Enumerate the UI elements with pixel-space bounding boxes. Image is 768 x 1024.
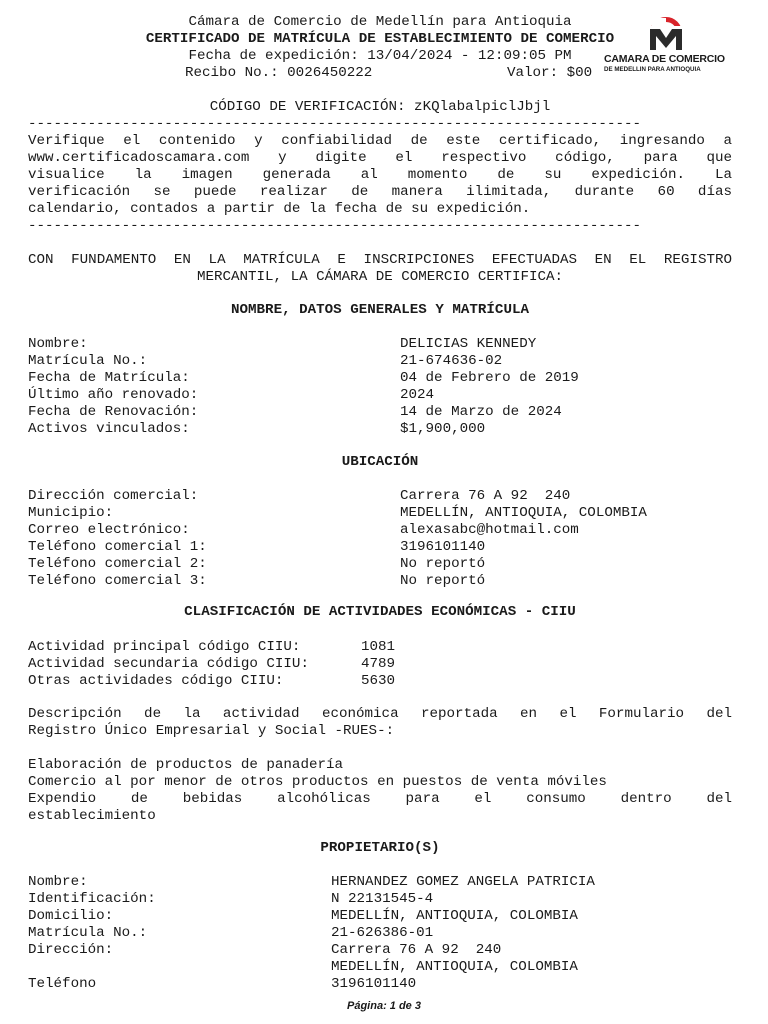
field-value: 2024: [400, 387, 435, 403]
foundation-line-1: CON FUNDAMENTO EN LA MATRÍCULA E INSCRIPCIONES EFECTUADAS EN EL REGISTRO: [28, 252, 732, 268]
divider-top: ------------------------------------------------------------------------: [28, 116, 641, 132]
activity-item-continued: establecimiento: [28, 808, 156, 824]
notice-line-1: Verifique el contenido y confiabilidad de este certificado, ingresando a: [28, 133, 732, 149]
notice-line-4: verificación se puede realizar de manera ilimitada, durante 60 días: [28, 184, 732, 200]
chamber-name: Cámara de Comercio de Medellín para Antioquia: [188, 14, 572, 30]
field-value: 4789: [361, 656, 396, 672]
field-value: 3196101140: [331, 976, 417, 992]
field-value: 04 de Febrero de 2019: [400, 370, 579, 386]
chamber-logo: [600, 14, 740, 76]
field-value: HERNANDEZ GOMEZ ANGELA PATRICIA: [331, 874, 595, 890]
field-label: Municipio:: [28, 505, 114, 521]
activity-item: Comercio al por menor de otros productos en puestos de venta móviles: [28, 774, 607, 790]
field-label: Correo electrónico:: [28, 522, 190, 538]
field-label: Último año renovado:: [28, 387, 199, 403]
field-value: Carrera 76 A 92 240: [400, 488, 571, 504]
field-value: MEDELLÍN, ANTIOQUIA, COLOMBIA: [400, 505, 647, 521]
logo-subtitle: DE MEDELLIN PARA ANTIOQUIA: [604, 66, 701, 73]
field-value-continued: MEDELLÍN, ANTIOQUIA, COLOMBIA: [331, 959, 578, 975]
activity-item: Elaboración de productos de panadería: [28, 757, 344, 773]
field-value: No reportó: [400, 556, 486, 572]
field-label: Identificación:: [28, 891, 156, 907]
field-label: Activos vinculados:: [28, 421, 190, 437]
field-label: Dirección:: [28, 942, 114, 958]
field-label: Domicilio:: [28, 908, 114, 924]
field-value: 21-626386-01: [331, 925, 434, 941]
section-heading-location: UBICACIÓN: [341, 454, 419, 470]
field-label: Otras actividades código CIIU:: [28, 673, 284, 689]
notice-line-3: visualice la imagen generada al momento de su expedición. La: [28, 167, 732, 183]
field-label: Teléfono comercial 3:: [28, 573, 207, 589]
notice-line-5: calendario, contados a partir de la fecha de su expedición.: [28, 201, 531, 217]
logo-title: CAMARA DE COMERCIO: [604, 53, 725, 65]
field-value: alexasabc@hotmail.com: [400, 522, 579, 538]
field-label: Matrícula No.:: [28, 925, 148, 941]
receipt-number: Recibo No.: 0026450222: [185, 65, 373, 81]
receipt-value: Valor: $00: [507, 65, 593, 81]
activity-description-line-2: Registro Único Empresarial y Social -RUES-:: [28, 723, 395, 739]
foundation-line-2: MERCANTIL, LA CÁMARA DE COMERCIO CERTIFICA:: [196, 269, 564, 285]
notice-line-2: www.certificadoscamara.com y digite el respectivo código, para que: [28, 150, 732, 166]
field-value: 21-674636-02: [400, 353, 503, 369]
field-value: DELICIAS KENNEDY: [400, 336, 537, 352]
verification-code: CÓDIGO DE VERIFICACIÓN: zKQlabalpiclJbjl: [209, 99, 551, 115]
field-value: $1,900,000: [400, 421, 486, 437]
field-label: Matrícula No.:: [28, 353, 148, 369]
field-label: Fecha de Renovación:: [28, 404, 199, 420]
chamber-logo-icon: [600, 14, 740, 54]
activity-item: Expendio de bebidas alcohólicas para el consumo dentro del: [28, 791, 732, 807]
field-value: MEDELLÍN, ANTIOQUIA, COLOMBIA: [331, 908, 578, 924]
page-number: Página: 1 de 3: [347, 1000, 421, 1012]
field-label: Teléfono: [28, 976, 97, 992]
field-label: Nombre:: [28, 874, 88, 890]
section-heading-owner: PROPIETARIO(S): [320, 840, 440, 856]
field-value: No reportó: [400, 573, 486, 589]
field-label: Actividad principal código CIIU:: [28, 639, 301, 655]
field-value: Carrera 76 A 92 240: [331, 942, 502, 958]
field-label: Fecha de Matrícula:: [28, 370, 190, 386]
certificate-title: CERTIFICADO DE MATRÍCULA DE ESTABLECIMIENTO DE COMERCIO: [145, 31, 615, 47]
activity-description-line-1: Descripción de la actividad económica reportada en el Formulario del: [28, 706, 732, 722]
field-label: Actividad secundaria código CIIU:: [28, 656, 309, 672]
field-value: 3196101140: [400, 539, 486, 555]
field-value: 14 de Marzo de 2024: [400, 404, 562, 420]
field-label: Nombre:: [28, 336, 88, 352]
field-label: Teléfono comercial 2:: [28, 556, 207, 572]
section-heading-ciiu: CLASIFICACIÓN DE ACTIVIDADES ECONÓMICAS - CIIU: [184, 604, 576, 620]
field-value: 1081: [361, 639, 396, 655]
issue-date: Fecha de expedición: 13/04/2024 - 12:09:05 PM: [188, 48, 572, 64]
field-value: N 22131545-4: [331, 891, 434, 907]
field-value: 5630: [361, 673, 396, 689]
divider-bottom: ------------------------------------------------------------------------: [28, 218, 641, 234]
field-label: Teléfono comercial 1:: [28, 539, 207, 555]
field-label: Dirección comercial:: [28, 488, 199, 504]
section-heading-general: NOMBRE, DATOS GENERALES Y MATRÍCULA: [231, 302, 529, 318]
